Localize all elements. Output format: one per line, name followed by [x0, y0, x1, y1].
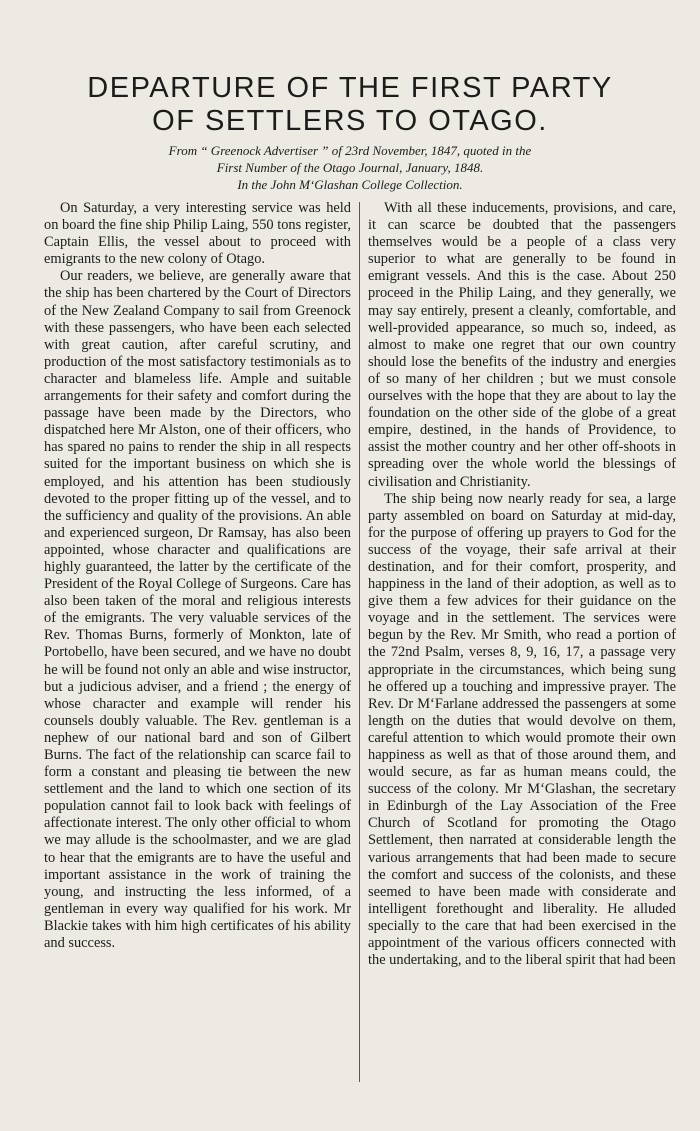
paragraph: On Saturday, a very interesting service was held on board the fine ship Philip Laing, 550 tons register, Captain Ellis, the vessel about to proceed with emigrants to the new colony of Otago.: [44, 200, 351, 268]
title-line-2: OF SETTLERS TO OTAGO.: [152, 105, 548, 137]
title-line-1: DEPARTURE OF THE FIRST PARTY: [87, 72, 613, 104]
source-line-1: From “ Greenock Advertiser ” of 23rd November, 1847, quoted in the: [168, 143, 532, 158]
right-column: [368, 200, 676, 969]
source-line-2: First Number of the Otago Journal, January, 1848.: [216, 160, 484, 175]
source-citation: [80, 142, 620, 193]
column-divider: [359, 202, 360, 1082]
source-line-3: In the John M‘Glashan College Collection.: [237, 177, 463, 192]
paragraph: Our readers, we believe, are generally aware that the ship has been chartered by the Court of Directors of the New Zealand Company to sail from Greenock with these passengers, who have been each selected with great caution, after careful scrutiny, and production of the most satisfactory testimonials as to character and blameless life. Ample and suitable arrangements for their safety and comfort during the passage have been made by the Directors, who dispatched here Mr Alston, one of their officers, who has spared no pains to render the ship in all respects suited for the important business on which she is employed, and his attention has been studiously devoted to the proper fitting up of the vessel, and to the sufficiency and quality of the provisions. An able and experienced surgeon, Dr Ramsay, has also been appointed, whose character and qualifications are highly guaranteed, the latter by the certificate of the President of the Royal College of Surgeons. Care has also been taken of the moral and religious interests of the emigrants. The very valuable services of the Rev. Thomas Burns, formerly of Monkton, late of Portobello, have been secured, and we have no doubt he will be found not only an able and wise instructor, but a judicious adviser, and a friend ; the energy of whose character and example will render his counsels doubly valuable. The Rev. gentleman is a nephew of our national bard and son of Gilbert Burns. The fact of the relationship can scarce fail to form a constant and pleasing tie between the new settlement and the land to which one section of its population cannot fail to look back with feelings of affectionate interest. The only other official to whom we may allude is the schoolmaster, and we are glad to hear that the emigrants are to have the useful and important assistance in the work of training the young, and instructing the less informed, of a gentleman in every way qualified for his work. Mr Blackie takes with him high certificates of his ability and success.: [44, 268, 351, 952]
left-column: [44, 200, 351, 952]
article-title: [40, 72, 660, 138]
paragraph: The ship being now nearly ready for sea, a large party assembled on board on Saturday at mid-day, for the purpose of offering up prayers to God for the success of the voyage, their safe arrival at their destination, and for their comfort, prosperity, and happiness in the land of their adoption, as well as to give them a few advices for their guidance on the voyage and in the settlement. The services were begun by the Rev. Mr Smith, who read a portion of the 72nd Psalm, verses 8, 9, 16, 17, a passage very appropriate in the circumstances, which being sung he offered up a touching and impressive prayer. The Rev. Dr M‘Farlane addressed the passengers at some length on the duties that would devolve on them, careful attention to which would promote their own happiness as well as that of those around them, and would secure, as far as human means could, the success of the colony. Mr M‘Glashan, the secretary in Edinburgh of the Lay Association of the Free Church of Scotland for promoting the Otago Settlement, then narrated at considerable length the various arrangements that had been made to secure the comfort and success of the colonists, and these seemed to have been made with considerate and intelligent forethought and liberality. He alluded specially to the care that had been exercised in the appointment of the various officers connected with the undertaking, and to the liberal spirit that had been: [368, 490, 676, 969]
paragraph: With all these inducements, provisions, and care, it can scarce be doubted that the passengers themselves would be a people of a class very superior to what are generally to be found in emigrant vessels. And this is the case. About 250 proceed in the Philip Laing, and they generally, we may say entirely, present a cleanly, comfortable, and well-provided appearance, so much so, indeed, as almost to make one regret that our own country should lose the benefits of the industry and energies of so many of her children ; but we must console ourselves with the hope that they are about to lay the foundation on the other side of the globe of a great empire, destined, in the hands of Providence, to assist the mother country and her other off-shoots in spreading over the whole world the blessings of civilisation and Christianity.: [368, 200, 676, 490]
